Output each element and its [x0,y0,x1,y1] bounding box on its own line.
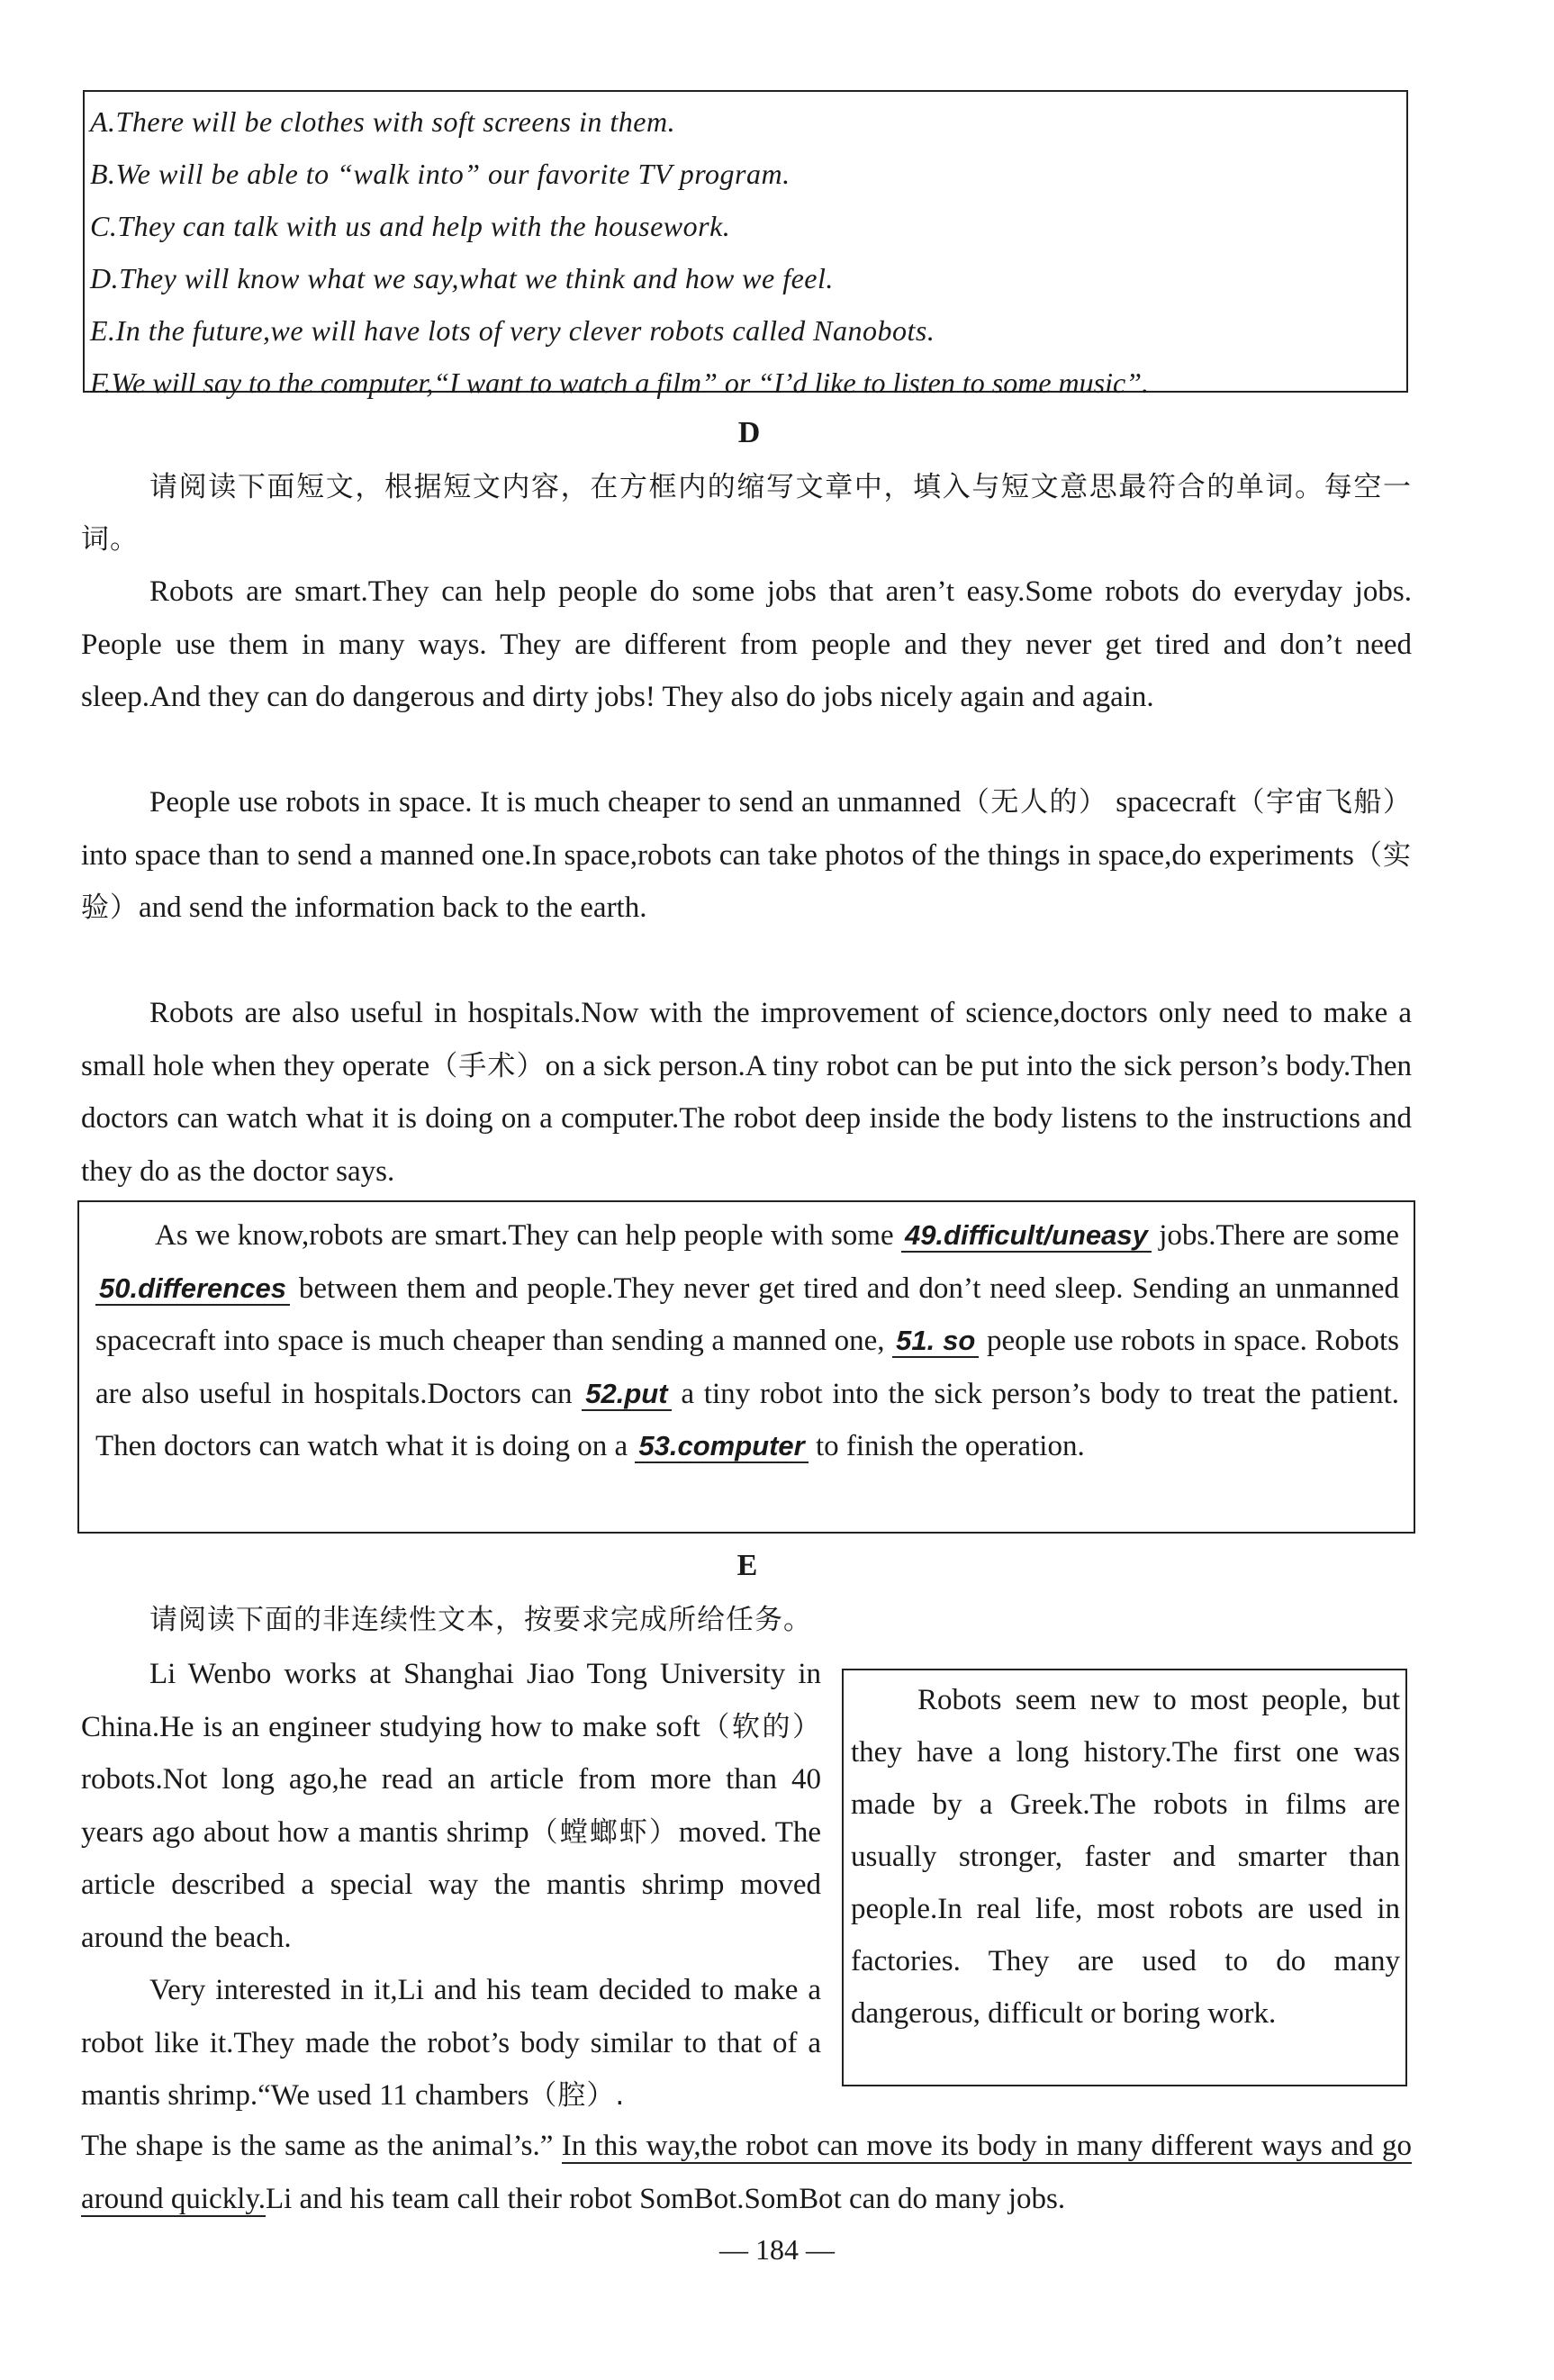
section-e-left-column [81,1648,821,2122]
summary-s6: to finish the operation. [815,1430,1085,1462]
answer-52: 52.put [582,1378,671,1411]
option-b: B.We will be able to “walk into” our favorite TV program. [90,158,791,190]
underlined-sentence: In this way,the robot can move its body in many different ways and go around quickly. [81,2130,1413,2215]
left-paragraph-1 [81,1648,821,1964]
section-d-paragraph-2 [81,776,1412,935]
option-e: E.In the future,we will have lots of very clever robots called Nanobots. [90,314,935,347]
p3-text-b: on a sick person.A tiny robot can be put into the sick person’s body.Then doctors can watch what it is doing on a computer.The robot deep inside the body listens to the instructions and they do as the doctor says. [81,1049,1413,1188]
history-box-text: Robots seem new to most people, but they have a long history.The first one was made by a Greek.The robots in films are usually stronger, faster and smarter than people.In real life, most robots are used in factories. They are used to do many dangerous, difficult or boring work. [851,1684,1400,2030]
option-a: A.There will be clothes with soft screens in them. [90,105,676,138]
p2-gloss-spacecraft: （宇宙飞船） [1235,786,1413,819]
left-p2-a: Very interested in it,Li and his team decided to make a robot like it.They made the robot’s body similar to that of a mantis shrimp.“We used 11 chambers [81,1974,821,2112]
answer-49: 49.difficult/uneasy [901,1219,1152,1253]
p2-text-a: People use robots in space. It is much cheaper to send an unmanned [149,786,962,819]
option-f: F.We will say to the computer,“I want to watch a film” or “I’d like to listen to some music”. [90,367,1149,399]
section-d-paragraph-1: Robots are smart.They can help people do some jobs that aren’t easy.Some robots do everyday jobs. People use them in many ways. They are different from people and they never get tired and don’t need sleep.And they can do dangerous and dirty jobs! They also do jobs nicely again and again. [81,575,1412,713]
summary-text [95,1209,1399,1473]
answer-53: 53.computer [635,1430,808,1463]
section-e-instruction: 请阅读下面的非连续性文本，按要求完成所给任务。 [149,1604,812,1636]
p3-text-a: Robots are also useful in hospitals.Now with the improvement of science,doctors only need to make a small hole when they operate [81,997,1412,1082]
p2-text-d: and send the information back to the earth. [139,891,647,924]
answer-50: 50.differences [95,1272,290,1306]
p3-gloss-operate: （手术） [429,1049,546,1082]
options-box [83,90,1408,399]
section-d-heading: D [737,416,761,449]
summary-s1: As we know,robots are smart.They can help people with some [155,1219,894,1252]
p2-text-b: spacecraft [1116,786,1236,819]
summary-box [77,1200,1415,1534]
summary-s3: between them and people.They never get tired and don’t need sleep. Sending an unmanned spacecraft into space is much cheaper than sending a manned one, [95,1271,1400,1357]
summary-s5: a tiny robot into the sick person’s body to treat the patient. Then doctors can watch what it is doing on a [95,1377,1399,1462]
summary-s2: jobs.There are some [1159,1219,1400,1252]
section-d-instruction: 请阅读下面短文，根据短文内容，在方框内的缩写文章中，填入与短文意思最符合的单词。每空一词。 [81,471,1412,556]
p2-gloss-unmanned: （无人的） [961,786,1108,819]
gloss-soft: （软的） [700,1710,822,1743]
p2-text-c: into space than to send a manned one.In space,robots can take photos of the things in space,do experiments [81,838,1354,872]
gloss-mantis-shrimp: （螳螂虾） [529,1815,679,1849]
left-p1-a: Li Wenbo works at Shanghai Jiao Tong University in China.He is an engineer studying how to make soft [81,1658,821,1743]
left-p1-c: moved. The article described a special way the mantis shrimp moved around the beach. [81,1815,822,1954]
section-d-paragraph-3 [81,987,1412,1198]
bottom-text-a: The shape is the same as the animal’s.” [81,2130,554,2162]
bottom-text-b: Li and his team call their robot SomBot.SomBot can do many jobs. [265,2182,1066,2215]
answer-51: 51. so [892,1325,979,1358]
gloss-chambers: （腔）. [529,2079,626,2112]
left-p1-b: robots.Not long ago,he read an article from more than 40 years ago about how a mantis shrimp [81,1763,821,1849]
option-c: C.They can talk with us and help with the housework. [90,210,731,242]
section-e-bottom-paragraph [81,2120,1412,2225]
left-paragraph-2 [81,1964,821,2122]
option-d: D.They will know what we say,what we think and how we feel. [90,262,834,294]
page-number: — 184 — [719,2233,835,2266]
history-box [842,1669,1407,2086]
p2-gloss-experiments: （实验） [81,838,1412,924]
summary-s4: people use robots in space. Robots are also useful in hospitals.Doctors can [95,1325,1400,1410]
section-e-heading: E [736,1549,758,1582]
